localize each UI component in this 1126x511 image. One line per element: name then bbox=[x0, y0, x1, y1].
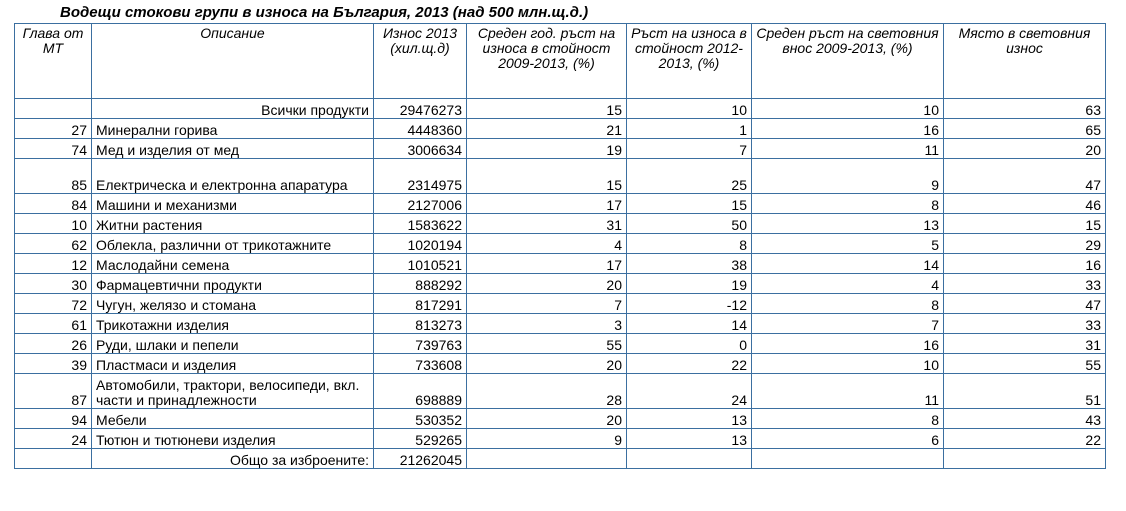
chapter-cell: 74 bbox=[15, 139, 92, 159]
header-avg-growth: Среден год. ръст на износа в стойност 2009-2013, (%) bbox=[467, 24, 627, 99]
total-exports-cell: 21262045 bbox=[374, 449, 467, 469]
description-cell: Всички продукти bbox=[92, 99, 374, 119]
chapter-cell: 10 bbox=[15, 214, 92, 234]
growth-2012-2013-cell: 25 bbox=[627, 159, 752, 194]
world-rank-cell: 46 bbox=[944, 194, 1106, 214]
chapter-cell: 12 bbox=[15, 254, 92, 274]
table-row bbox=[15, 214, 1106, 234]
description-cell: Автомобили, трактори, велосипеди, вкл. части и принадлежности bbox=[92, 374, 374, 409]
description-cell: Пластмаси и изделия bbox=[92, 354, 374, 374]
chapter-cell: 24 bbox=[15, 429, 92, 449]
growth-2012-2013-cell: 7 bbox=[627, 139, 752, 159]
growth-2012-2013-cell: 50 bbox=[627, 214, 752, 234]
world-growth-cell: 11 bbox=[752, 374, 944, 409]
world-growth-cell: 6 bbox=[752, 429, 944, 449]
world-growth-cell: 10 bbox=[752, 354, 944, 374]
world-growth-cell: 5 bbox=[752, 234, 944, 254]
growth-2012-2013-cell: 14 bbox=[627, 314, 752, 334]
exports-cell: 1583622 bbox=[374, 214, 467, 234]
world-growth-cell: 4 bbox=[752, 274, 944, 294]
table-row bbox=[15, 429, 1106, 449]
world-growth-cell: 8 bbox=[752, 194, 944, 214]
growth-2012-2013-cell: -12 bbox=[627, 294, 752, 314]
exports-cell: 529265 bbox=[374, 429, 467, 449]
exports-cell: 817291 bbox=[374, 294, 467, 314]
table-row bbox=[15, 159, 1106, 194]
exports-cell: 2127006 bbox=[374, 194, 467, 214]
chapter-cell: 26 bbox=[15, 334, 92, 354]
header-world-growth: Среден ръст на световния внос 2009-2013, (%) bbox=[752, 24, 944, 99]
chapter-cell: 61 bbox=[15, 314, 92, 334]
exports-table bbox=[14, 23, 1106, 469]
growth-2012-2013-cell: 38 bbox=[627, 254, 752, 274]
growth-2012-2013-cell: 13 bbox=[627, 409, 752, 429]
exports-cell: 698889 bbox=[374, 374, 467, 409]
avg-growth-cell: 21 bbox=[467, 119, 627, 139]
world-rank-cell: 33 bbox=[944, 314, 1106, 334]
avg-growth-cell: 4 bbox=[467, 234, 627, 254]
table-row bbox=[15, 119, 1106, 139]
avg-growth-cell: 17 bbox=[467, 254, 627, 274]
table-row bbox=[15, 274, 1106, 294]
growth-2012-2013-cell: 0 bbox=[627, 334, 752, 354]
description-cell: Маслодайни семена bbox=[92, 254, 374, 274]
growth-2012-2013-cell: 1 bbox=[627, 119, 752, 139]
growth-2012-2013-cell bbox=[627, 449, 752, 469]
world-growth-cell bbox=[752, 449, 944, 469]
world-growth-cell: 16 bbox=[752, 119, 944, 139]
world-rank-cell: 29 bbox=[944, 234, 1106, 254]
description-cell: Трикотажни изделия bbox=[92, 314, 374, 334]
world-rank-cell: 55 bbox=[944, 354, 1106, 374]
description-cell: Тютюн и тютюневи изделия bbox=[92, 429, 374, 449]
growth-2012-2013-cell: 10 bbox=[627, 99, 752, 119]
description-cell: Електрическа и електронна апаратура bbox=[92, 159, 374, 194]
world-rank-cell: 31 bbox=[944, 334, 1106, 354]
chapter-cell: 87 bbox=[15, 374, 92, 409]
avg-growth-cell: 7 bbox=[467, 294, 627, 314]
description-cell: Машини и механизми bbox=[92, 194, 374, 214]
exports-cell: 739763 bbox=[374, 334, 467, 354]
exports-cell: 1020194 bbox=[374, 234, 467, 254]
world-rank-cell: 47 bbox=[944, 159, 1106, 194]
world-growth-cell: 10 bbox=[752, 99, 944, 119]
exports-cell: 1010521 bbox=[374, 254, 467, 274]
avg-growth-cell: 9 bbox=[467, 429, 627, 449]
growth-2012-2013-cell: 22 bbox=[627, 354, 752, 374]
growth-2012-2013-cell: 15 bbox=[627, 194, 752, 214]
world-growth-cell: 11 bbox=[752, 139, 944, 159]
growth-2012-2013-cell: 24 bbox=[627, 374, 752, 409]
description-cell: Облекла, различни от трикотажните bbox=[92, 234, 374, 254]
description-cell: Житни растения bbox=[92, 214, 374, 234]
chapter-cell: 62 bbox=[15, 234, 92, 254]
table-row bbox=[15, 314, 1106, 334]
table-row bbox=[15, 254, 1106, 274]
table-row bbox=[15, 334, 1106, 354]
chapter-cell bbox=[15, 449, 92, 469]
exports-cell: 813273 bbox=[374, 314, 467, 334]
avg-growth-cell: 28 bbox=[467, 374, 627, 409]
exports-cell: 530352 bbox=[374, 409, 467, 429]
avg-growth-cell: 17 bbox=[467, 194, 627, 214]
world-rank-cell: 22 bbox=[944, 429, 1106, 449]
world-rank-cell: 65 bbox=[944, 119, 1106, 139]
table-row bbox=[15, 194, 1106, 214]
table-row bbox=[15, 294, 1106, 314]
avg-growth-cell: 55 bbox=[467, 334, 627, 354]
world-rank-cell: 16 bbox=[944, 254, 1106, 274]
world-growth-cell: 13 bbox=[752, 214, 944, 234]
header-row bbox=[15, 24, 1106, 99]
description-cell: Минерални горива bbox=[92, 119, 374, 139]
table-row bbox=[15, 139, 1106, 159]
chapter-cell: 85 bbox=[15, 159, 92, 194]
exports-cell: 2314975 bbox=[374, 159, 467, 194]
exports-cell: 29476273 bbox=[374, 99, 467, 119]
avg-growth-cell: 15 bbox=[467, 159, 627, 194]
table-row bbox=[15, 354, 1106, 374]
avg-growth-cell bbox=[467, 449, 627, 469]
world-growth-cell: 9 bbox=[752, 159, 944, 194]
header-world-rank: Място в световния износ bbox=[944, 24, 1106, 99]
chapter-cell: 72 bbox=[15, 294, 92, 314]
world-rank-cell: 20 bbox=[944, 139, 1106, 159]
chapter-cell: 84 bbox=[15, 194, 92, 214]
avg-growth-cell: 15 bbox=[467, 99, 627, 119]
avg-growth-cell: 19 bbox=[467, 139, 627, 159]
world-growth-cell: 16 bbox=[752, 334, 944, 354]
header-chapter: Глава от МТ bbox=[15, 24, 92, 99]
total-label-cell: Общо за изброените: bbox=[92, 449, 374, 469]
header-exports: Износ 2013 (хил.щ.д) bbox=[374, 24, 467, 99]
table-title: Водещи стокови групи в износа на България, 2013 (над 500 млн.щ.д.) bbox=[60, 4, 589, 21]
world-growth-cell: 7 bbox=[752, 314, 944, 334]
chapter-cell: 39 bbox=[15, 354, 92, 374]
description-cell: Руди, шлаки и пепели bbox=[92, 334, 374, 354]
world-rank-cell: 51 bbox=[944, 374, 1106, 409]
world-rank-cell: 43 bbox=[944, 409, 1106, 429]
chapter-cell: 30 bbox=[15, 274, 92, 294]
description-cell: Мебели bbox=[92, 409, 374, 429]
table-row bbox=[15, 234, 1106, 254]
world-rank-cell: 63 bbox=[944, 99, 1106, 119]
header-growth-2012-2013: Ръст на износа в стойност 2012-2013, (%) bbox=[627, 24, 752, 99]
world-growth-cell: 14 bbox=[752, 254, 944, 274]
table-row bbox=[15, 409, 1106, 429]
description-cell: Чугун, желязо и стомана bbox=[92, 294, 374, 314]
chapter-cell bbox=[15, 99, 92, 119]
world-growth-cell: 8 bbox=[752, 294, 944, 314]
world-rank-cell: 15 bbox=[944, 214, 1106, 234]
chapter-cell: 94 bbox=[15, 409, 92, 429]
exports-cell: 4448360 bbox=[374, 119, 467, 139]
all-products-row bbox=[15, 99, 1106, 119]
description-cell: Мед и изделия от мед bbox=[92, 139, 374, 159]
exports-cell: 733608 bbox=[374, 354, 467, 374]
header-description: Описание bbox=[92, 24, 374, 99]
table-row bbox=[15, 374, 1106, 409]
world-rank-cell: 33 bbox=[944, 274, 1106, 294]
world-growth-cell: 8 bbox=[752, 409, 944, 429]
growth-2012-2013-cell: 19 bbox=[627, 274, 752, 294]
exports-cell: 3006634 bbox=[374, 139, 467, 159]
total-row bbox=[15, 449, 1106, 469]
world-rank-cell bbox=[944, 449, 1106, 469]
growth-2012-2013-cell: 8 bbox=[627, 234, 752, 254]
avg-growth-cell: 20 bbox=[467, 409, 627, 429]
avg-growth-cell: 20 bbox=[467, 274, 627, 294]
avg-growth-cell: 31 bbox=[467, 214, 627, 234]
avg-growth-cell: 20 bbox=[467, 354, 627, 374]
description-cell: Фармацевтични продукти bbox=[92, 274, 374, 294]
growth-2012-2013-cell: 13 bbox=[627, 429, 752, 449]
chapter-cell: 27 bbox=[15, 119, 92, 139]
exports-cell: 888292 bbox=[374, 274, 467, 294]
avg-growth-cell: 3 bbox=[467, 314, 627, 334]
world-rank-cell: 47 bbox=[944, 294, 1106, 314]
